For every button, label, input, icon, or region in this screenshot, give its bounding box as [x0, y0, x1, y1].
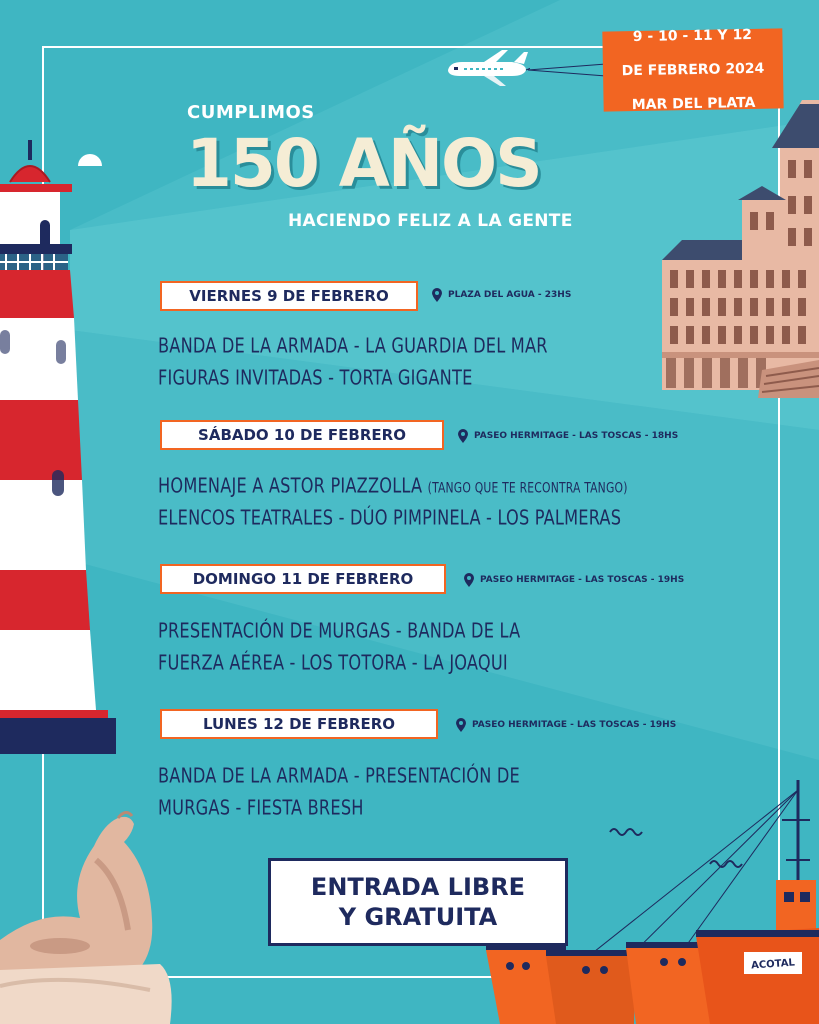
day-1-line-2: FIGURAS INVITADAS - TORTA GIGANTE [158, 366, 473, 391]
day-4-line-1: BANDA DE LA ARMADA - PRESENTACIÓN DE [158, 764, 520, 789]
sea-lion-statue-illustration [0, 800, 180, 1024]
lighthouse-illustration [0, 140, 120, 760]
day-label-lunes: LUNES 12 DE FEBRERO [160, 709, 438, 739]
day-4-line-2: MURGAS - FIESTA BRESH [158, 796, 364, 821]
location-text: PASEO HERMITAGE - LAS TOSCAS - 19HS [480, 575, 685, 585]
day-label-sabado: SÁBADO 10 DE FEBRERO [160, 420, 444, 450]
date-line-1: 9 - 10 - 11 Y 12 [632, 26, 753, 45]
hotel-building-illustration [662, 100, 819, 400]
tagline: HACIENDO FELIZ A LA GENTE [288, 211, 573, 231]
location-text: PLAZA DEL AGUA - 23HS [448, 290, 572, 300]
kicker-text: CUMPLIMOS [187, 102, 315, 123]
banner-string [528, 60, 608, 80]
date-line-3: MAR DEL PLATA [631, 94, 756, 113]
location-pin-icon [458, 429, 468, 443]
day-2-location [458, 429, 678, 443]
day-2-line-1-main: HOMENAJE A ASTOR PIAZZOLLA [158, 474, 423, 499]
headline: 150 AÑOS [186, 125, 541, 202]
day-label-domingo: DOMINGO 11 DE FEBRERO [160, 564, 446, 594]
airplane-icon [440, 48, 530, 88]
date-line-2: DE FEBRERO 2024 [621, 60, 765, 79]
day-3-line-1: PRESENTACIÓN DE MURGAS - BANDA DE LA [158, 619, 521, 644]
cta-line-1: ENTRADA LIBRE [310, 873, 526, 901]
day-1-line-1: BANDA DE LA ARMADA - LA GUARDIA DEL MAR [158, 334, 548, 359]
day-2-line-2: ELENCOS TEATRALES - DÚO PIMPINELA - LOS PALMERAS [158, 506, 622, 531]
cta-line-2: Y GRATUITA [338, 903, 498, 931]
day-1-location [432, 288, 571, 302]
day-3-line-2: FUERZA AÉREA - LOS TOTORA - LA JOAQUI [158, 651, 508, 676]
day-2-line-1 [158, 474, 628, 498]
location-pin-icon [464, 573, 474, 587]
boat-name: ACOTAL [750, 956, 796, 972]
location-text: PASEO HERMITAGE - LAS TOSCAS - 19HS [472, 720, 677, 730]
location-text: PASEO HERMITAGE - LAS TOSCAS - 18HS [474, 431, 679, 441]
day-4-location [456, 718, 676, 732]
day-3-location [464, 573, 684, 587]
day-2-note: (TANGO QUE TE RECONTRA TANGO) [427, 479, 628, 496]
free-entry-box [268, 858, 568, 946]
location-pin-icon [432, 288, 442, 302]
day-label-viernes: VIERNES 9 DE FEBRERO [160, 281, 418, 311]
location-pin-icon [456, 718, 466, 732]
